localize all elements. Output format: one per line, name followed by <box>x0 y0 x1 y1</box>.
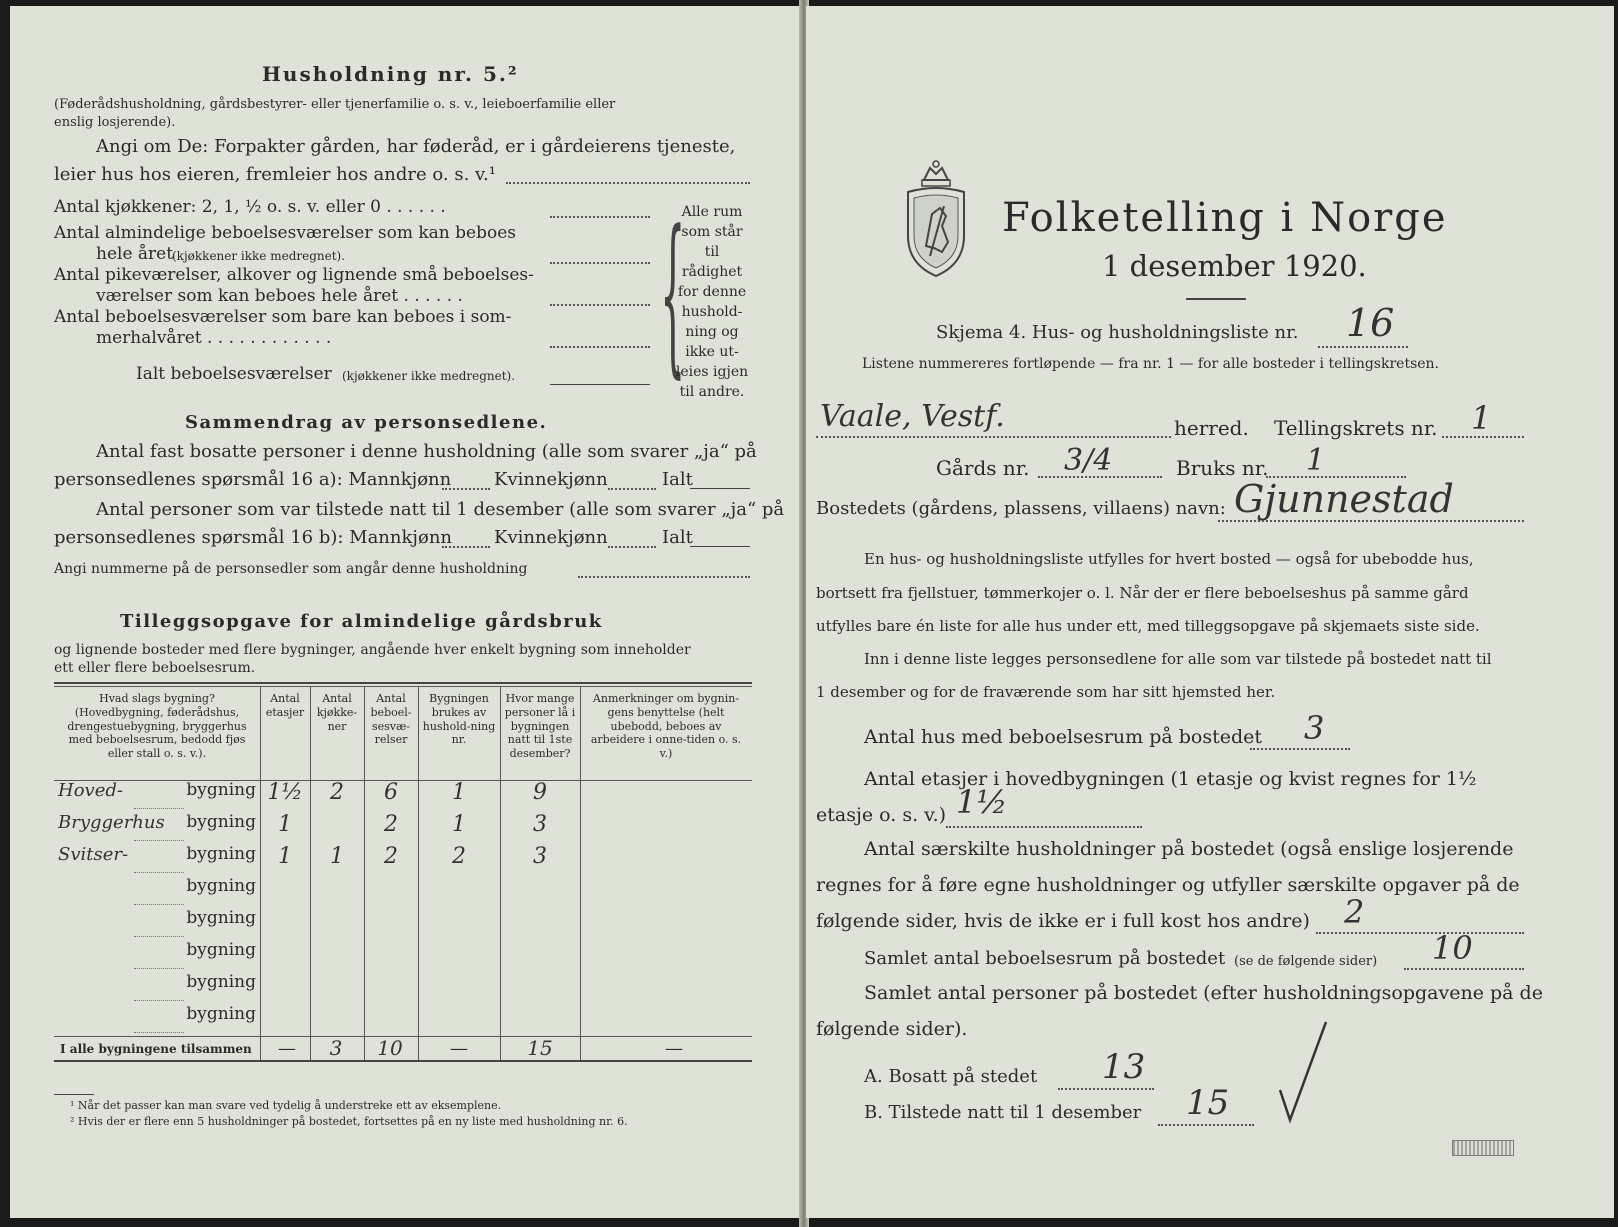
footnote-1: ¹ Når det passer kan man svare ved tydelig å understreke ett av eksemplene. <box>70 1099 502 1112</box>
row-bygning-label: bygning <box>186 1004 256 1024</box>
side-note-line: til andre. <box>679 384 745 400</box>
census-title: Folketelling i Norge <box>1002 195 1448 241</box>
gards-label: Gårds nr. <box>936 456 1030 480</box>
row-bygning-label: bygning <box>186 780 256 800</box>
total-anm: — <box>665 1038 683 1059</box>
tillegg-title: Tilleggsopgave for almindelige gårdsbruk <box>120 611 603 632</box>
tilstede-label: B. Tilstede natt til 1 desember <box>864 1102 1142 1123</box>
fill-line <box>1404 968 1524 970</box>
sommer-label-2: merhalvåret . . . . . . . . . . . . <box>96 328 332 348</box>
fill-line <box>550 346 650 348</box>
fill-line <box>1038 476 1162 478</box>
fill-line <box>608 488 656 490</box>
fill-line <box>1250 748 1350 750</box>
fill-line <box>1316 932 1524 934</box>
census-date: 1 desember 1920. <box>1102 249 1367 283</box>
total-etasjer: — <box>278 1038 296 1059</box>
ialt-label: Ialt beboelsesværelser <box>136 364 332 384</box>
samlet-pers-label: Samlet antal personer på bostedet (efter husholdningsopgavene på de <box>864 982 1543 1004</box>
listene-note: Listene nummereres fortløpende — fra nr. 1 — for alle bosteder i tellingskretsen. <box>862 356 1440 372</box>
alm-label: Antal almindelige beboelsesværelser som kan beboes <box>54 223 516 243</box>
side-note-line: Alle rum <box>681 204 743 220</box>
fill-line <box>134 968 184 969</box>
fill-line <box>690 546 750 547</box>
fill-line <box>550 262 650 264</box>
row-bygning-label: bygning <box>186 812 256 832</box>
tellingskrets-label: Tellingskrets nr. <box>1274 416 1438 440</box>
fill-line <box>1058 1088 1154 1090</box>
alm-label-small: (kjøkkener ikke medregnet). <box>172 249 346 263</box>
fill-line <box>550 304 650 306</box>
fill-line <box>134 1032 184 1033</box>
kjokken-label: Antal kjøkkener: 2, 1, ½ o. s. v. eller 0 . . . . . . <box>54 197 446 217</box>
hus-value: 3 <box>1304 709 1325 747</box>
footnote-rule <box>54 1094 94 1095</box>
fill-line <box>550 384 650 385</box>
etasjer-label-2: etasje o. s. v.) <box>816 804 947 826</box>
fill-line <box>134 904 184 905</box>
skjema-label: Skjema 4. Hus- og husholdningsliste nr. <box>936 322 1299 343</box>
side-note-line: som står til <box>681 224 743 260</box>
saer-label-3: følgende sider, hvis de ikke er i full kost hos andre) <box>816 910 1310 932</box>
tillegg-text-2: ett eller flere beboelsesrum. <box>54 660 256 676</box>
kvinne-label: Kvinnekjønn <box>494 469 608 490</box>
row-vaerelser: 2 <box>384 812 398 837</box>
fill-line <box>1318 346 1408 348</box>
row-bygning-label: bygning <box>186 876 256 896</box>
pike-label: Antal pikeværelser, alkover og lignende små beboelses- <box>54 265 534 285</box>
household-intro: (Føderådshusholdning, gårdsbestyrer- eller tjenerfamilie o. s. v., leieboerfamilie eller <box>54 97 616 112</box>
instr-3: utfylles bare én liste for alle hus under ett, med tilleggsopgave på skjemaets siste side. <box>816 617 1480 635</box>
side-note <box>672 202 752 402</box>
fill-line <box>1442 436 1524 438</box>
row-bygning-label: bygning <box>186 972 256 992</box>
sum-a-text: Antal fast bosatte personer i denne husholdning (alle som svarer „ja“ på <box>96 441 757 462</box>
row-bygning-label: bygning <box>186 940 256 960</box>
header-kjokkener: Antal kjøkke-ner <box>316 692 358 733</box>
header-husholdning: Bygningen brukes av hushold-ning nr. <box>422 692 496 747</box>
instr-2: bortsett fra fjellstuer, tømmerkojer o. l. Når der er flere beboelseshus på samme gård <box>816 584 1469 602</box>
total-kjokken: 3 <box>329 1036 343 1060</box>
title-rule <box>1186 298 1246 300</box>
hus-label: Antal hus med beboelsesrum på bostedet <box>864 726 1263 748</box>
angi-nummer: Angi nummerne på de personsedler som angår denne husholdning <box>54 561 528 577</box>
footnote-2: ² Hvis der er flere enn 5 husholdninger på bostedet, fortsettes på en ny liste med husholdning nr. 6. <box>70 1115 628 1128</box>
side-note-line: for denne <box>677 284 747 300</box>
fill-line <box>946 826 1142 828</box>
angi-text: Angi om De: Forpakter gården, har føderåd, er i gårdeierens tjeneste, <box>96 136 736 157</box>
summary-title: Sammendrag av personsedlene. <box>185 412 548 433</box>
fill-line <box>608 546 656 548</box>
fill-line <box>134 840 184 841</box>
bosatt-value: 13 <box>1102 1047 1146 1087</box>
alm-label-2: hele året <box>96 244 174 264</box>
saer-value: 2 <box>1344 893 1365 931</box>
brace-icon: { <box>660 198 686 396</box>
left-page <box>10 6 803 1218</box>
total-label: I alle bygningene tilsammen <box>60 1042 252 1056</box>
herred-name: Vaale, Vestf. <box>820 399 1005 434</box>
building-table <box>54 682 752 1092</box>
tillegg-text: og lignende bosteder med flere bygninger, angående hver enkelt bygning som inneholder <box>54 642 691 658</box>
row-personer: 3 <box>533 844 547 869</box>
total-vaerelser: 10 <box>377 1036 403 1060</box>
etasjer-value: 1½ <box>956 783 1008 821</box>
etasjer-label: Antal etasjer i hovedbygningen (1 etasje og kvist regnes for 1½ <box>864 768 1477 790</box>
fill-line <box>1158 1124 1254 1126</box>
tellingskrets-number: 1 <box>1471 399 1492 437</box>
fill-line <box>134 808 184 809</box>
herred-label: herred. <box>1174 416 1249 440</box>
row-building-type: Svitser- <box>58 844 129 865</box>
printer-stamp <box>1452 1140 1514 1156</box>
row-etasjer: 1½ <box>267 780 303 805</box>
saer-label: Antal særskilte husholdninger på bostedet (også enslige losjerende <box>864 838 1514 860</box>
header-bygning: Hvad slags bygning? (Hovedbygning, føderådshus, drengestuebygning, bryggerhus med beboelsesrum, bedodd fjøs eller stall o. s. v.). <box>67 692 247 760</box>
samlet-rum-value: 10 <box>1432 929 1473 967</box>
household-title: Husholdning nr. 5.² <box>262 62 519 86</box>
bruks-number: 1 <box>1306 443 1326 478</box>
fill-line <box>578 576 750 578</box>
bosted-label: Bostedets (gårdens, plassens, villaens) navn: <box>816 498 1226 519</box>
fill-line <box>134 872 184 873</box>
fill-line <box>442 546 490 548</box>
fill-line <box>134 936 184 937</box>
right-page <box>806 6 1614 1218</box>
sum-b-text-2: personsedlenes spørsmål 16 b): Mannkjønn <box>54 527 453 548</box>
bosted-name: Gjunnestad <box>1234 477 1454 521</box>
skjema-number: 16 <box>1346 301 1395 345</box>
row-building-type: Bryggerhus <box>58 812 165 833</box>
row-kjokken: 1 <box>330 844 344 869</box>
side-note-line: leies igjen <box>675 364 749 380</box>
row-husholdning: 2 <box>452 844 466 869</box>
household-intro-2: enslig losjerende). <box>54 115 176 130</box>
row-vaerelser: 6 <box>384 780 398 805</box>
tilstede-value: 15 <box>1186 1083 1230 1123</box>
fill-line <box>442 488 490 490</box>
row-etasjer: 1 <box>278 812 292 837</box>
samlet-rum-label: Samlet antal beboelsesrum på bostedet <box>864 948 1226 969</box>
row-building-type: Hoved- <box>58 780 123 801</box>
row-husholdning: 1 <box>452 812 466 837</box>
ialt-word: Ialt <box>662 469 693 490</box>
total-hush: — <box>450 1038 468 1059</box>
sommer-label: Antal beboelsesværelser som bare kan beboes i som- <box>54 307 512 327</box>
instr-1: En hus- og husholdningsliste utfylles for hvert bosted — også for ubebodde hus, <box>864 550 1474 568</box>
saer-label-2: regnes for å føre egne husholdninger og utfyller særskilte opgaver på de <box>816 874 1520 896</box>
sum-b-text: Antal personer som var tilstede natt til 1 desember (alle som svarer „ja“ på <box>96 499 785 520</box>
row-bygning-label: bygning <box>186 844 256 864</box>
header-etasjer: Antal etasjer <box>265 692 305 719</box>
side-note-line: ikke ut- <box>685 344 739 360</box>
fill-line <box>690 488 750 489</box>
row-personer: 9 <box>533 780 547 805</box>
row-husholdning: 1 <box>452 780 466 805</box>
coat-of-arms-icon <box>904 156 968 280</box>
fill-line <box>506 182 750 184</box>
bruks-label: Bruks nr. <box>1176 456 1269 480</box>
gards-number: 3/4 <box>1064 443 1113 478</box>
side-note-line: ning og <box>685 324 739 340</box>
ialt-label-small: (kjøkkener ikke medregnet). <box>342 369 516 383</box>
header-vaerelser: Antal beboel-sesvæ-relser <box>370 692 412 747</box>
ialt-word: Ialt <box>662 527 693 548</box>
fill-line <box>1218 520 1524 522</box>
header-personer: Hvor mange personer lå i bygningen natt til 1ste desember? <box>504 692 576 760</box>
header-anmerkninger: Anmerkninger om bygnin-gens benyttelse (helt ubebodd, beboes av arbeidere i onne-tiden o. s. v.) <box>590 692 742 760</box>
side-note-line: rådighet <box>681 264 743 280</box>
row-personer: 3 <box>533 812 547 837</box>
pike-label-2: værelser som kan beboes hele året . . . . . . <box>96 286 463 306</box>
total-personer: 15 <box>527 1036 553 1060</box>
fill-line <box>134 1000 184 1001</box>
side-note-line: hushold- <box>681 304 743 320</box>
angi-text-2: leier hus hos eieren, fremleier hos andre o. s. v.¹ <box>54 164 496 185</box>
samlet-rum-small: (se de følgende sider) <box>1234 954 1378 969</box>
sum-a-text-2: personsedlenes spørsmål 16 a): Mannkjønn <box>54 469 452 490</box>
row-vaerelser: 2 <box>384 844 398 869</box>
samlet-pers-label-2: følgende sider). <box>816 1018 968 1040</box>
checkmark-icon <box>1276 1016 1336 1126</box>
row-bygning-label: bygning <box>186 908 256 928</box>
fill-line <box>550 216 650 218</box>
row-etasjer: 1 <box>278 844 292 869</box>
bosatt-label: A. Bosatt på stedet <box>864 1066 1038 1087</box>
fill-line <box>816 436 1171 438</box>
instr-5: 1 desember og for de fraværende som har sitt hjemsted her. <box>816 683 1276 701</box>
kvinne-label: Kvinnekjønn <box>494 527 608 548</box>
row-kjokken: 2 <box>330 780 344 805</box>
instr-4: Inn i denne liste legges personsedlene for alle som var tilstede på bostedet natt til <box>864 650 1492 668</box>
